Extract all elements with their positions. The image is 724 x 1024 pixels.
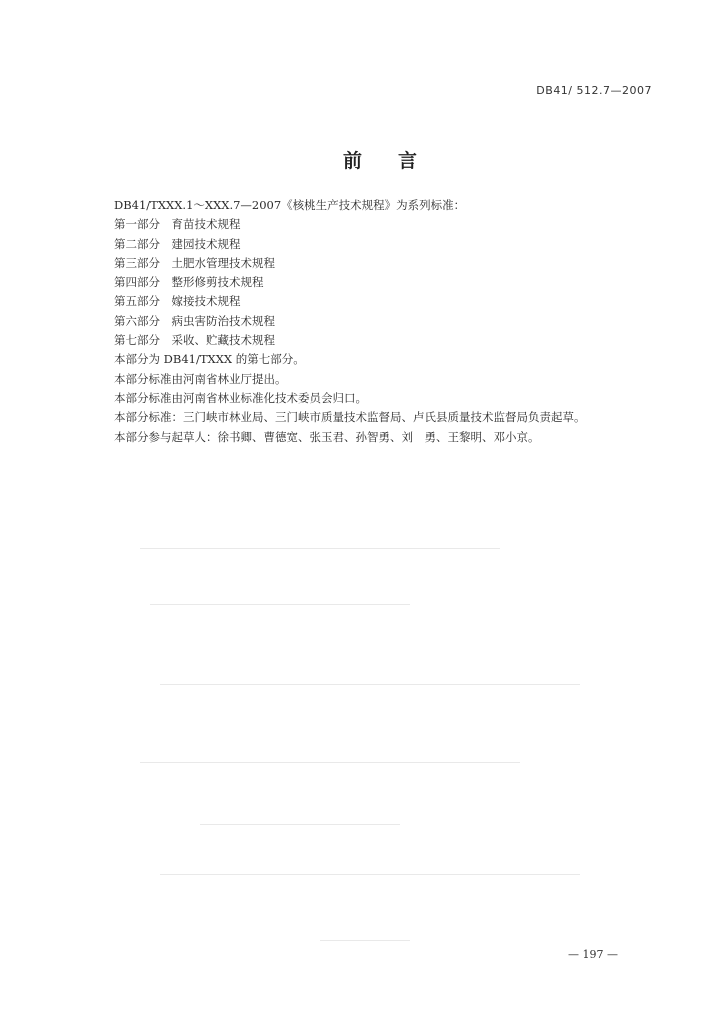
text-line: DB41/TXXX.1～XXX.7—2007《核桃生产技术规程》为系列标准： — [114, 198, 466, 212]
page-number: — 197 — — [568, 948, 618, 961]
standard-code: DB41/ 512.7—2007 — [536, 84, 652, 97]
scan-mark — [160, 874, 580, 875]
scan-mark — [320, 940, 410, 941]
scan-mark — [200, 824, 400, 825]
scan-mark — [160, 684, 580, 685]
scan-mark — [140, 548, 500, 549]
text-line: 第一部分 育苗技术规程 — [114, 217, 241, 232]
scan-mark — [150, 604, 410, 605]
text-line: 第六部分 病虫害防治技术规程 — [114, 313, 275, 328]
text-line: 第五部分 嫁接技术规程 — [114, 294, 241, 309]
text-line: 第四部分 整形修剪技术规程 — [114, 275, 264, 290]
foreword-body — [114, 196, 674, 447]
text-line: 本部分参与起草人：徐书卿、曹德宽、张玉君、孙智勇、刘 勇、王黎明、邓小京。 — [114, 429, 540, 444]
text-line: 第三部分 土肥水管理技术规程 — [114, 255, 275, 270]
text-line: 本部分标准由河南省林业厅提出。 — [114, 371, 287, 386]
text-line: 本部分标准：三门峡市林业局、三门峡市质量技术监督局、卢氏县质量技术监督局负责起草。 — [114, 410, 586, 425]
text-line: 第二部分 建园技术规程 — [114, 236, 241, 251]
page-title: 前言 — [342, 150, 453, 172]
text-line: 本部分为 DB41/TXXX 的第七部分。 — [114, 352, 305, 367]
text-line: 本部分标准由河南省林业标准化技术委员会归口。 — [114, 390, 367, 405]
scan-mark — [140, 762, 520, 763]
text-line: 第七部分 采收、贮藏技术规程 — [114, 333, 275, 348]
